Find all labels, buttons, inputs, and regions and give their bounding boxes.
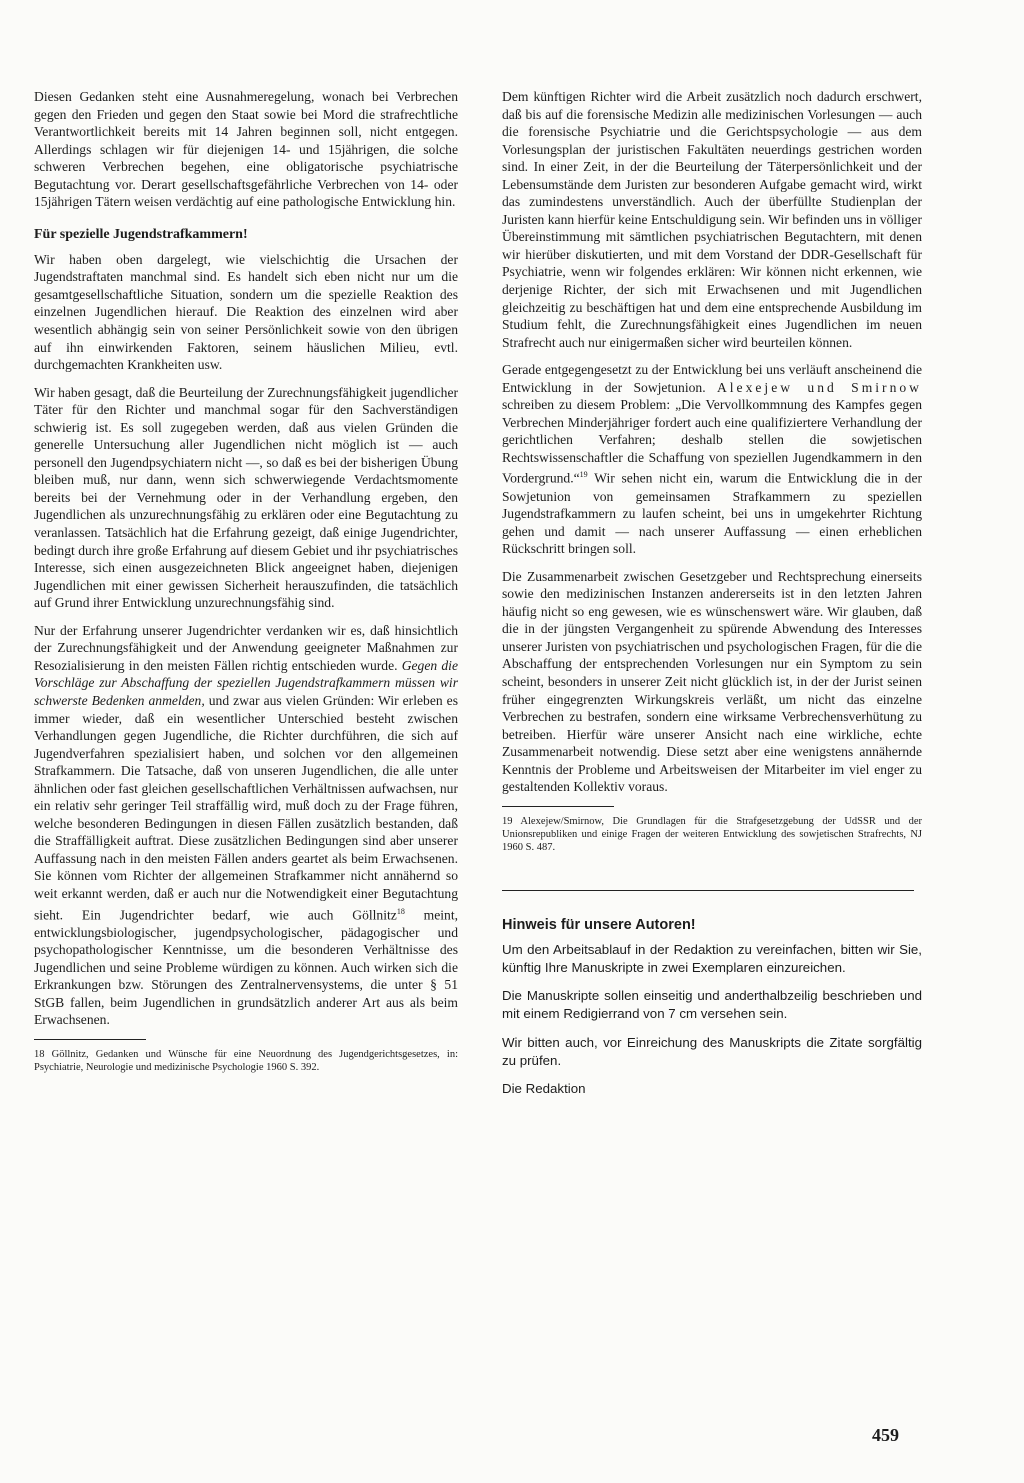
notice-paragraph: Um den Arbeitsablauf in der Redaktion zu vereinfachen, bitten wir Sie, künftig Ihre Manuskripte in zwei Exemplaren einzureichen.: [502, 941, 922, 976]
footnote-divider: [502, 806, 614, 807]
paragraph: Diesen Gedanken steht eine Ausnahmeregelung, wonach bei Verbrechen gegen den Frieden und gegen den Staat sowie bei Mord die strafrechtliche Verantwortlichkeit bereits mit 14 Jahren beginnen soll, nicht entgegen. Allerdings schlagen wir für diejenigen 14- und 15jährigen, die solche schweren Verbrechen begehen, eine obligatorische psychiatrische Begutachtung vor. Derart gesellschaftsgefährliche Verbrechen von 14- oder 15jährigen Tätern weisen verdächtig auf eine pathologische Entwicklung hin.: [34, 89, 458, 210]
paragraph: Dem künftigen Richter wird die Arbeit zusätzlich noch dadurch erschwert, daß bis auf die forensische Medizin alle medizinischen Vorlesungen — auch die forensische Psychiatrie und die Gerichtspsychologie — aus dem Vorlesungsplan der juristischen Fakultäten neuerdings gestrichen worden sind. In einer Zeit, in der die Beurteilung der Täterpersönlichkeit und der Lebensumstände dem Juristen zur besonderen Aufgabe gemacht wird, wirkt das zumindestens unverständlich. Auch der überfüllte Studienplan der Juristen kann hierfür keine Entschuldigung sein. Wir befinden uns in völliger Übereinstimmung mit sämtlichen psychiatrischen Begutachtern, mit denen wir hierüber diskutierten, und mit dem Vorstand der DDR-Gesellschaft für Psychiatrie, wenn wir folgendes erklären: Wir können nicht erkennen, wie derjenige Richter, der sich mit Erwachsenen und mit Jugendlichen gleichzeitig zu beschäftigen hat und dem eine entsprechende Ausbildung im Studium fehlt, die Zurechnungsfähigkeit eines Jugendlichen im neuen Strafrecht auch nur einigermaßen sicher wird beurteilen können.: [502, 89, 922, 350]
notice-title: Hinweis für unsere Autoren!: [502, 916, 696, 933]
footnote: 18 Göllnitz, Gedanken und Wünsche für eine Neuordnung des Jugendgerichtsgesetzes, in: Psychiatrie, Neurologie und medizinische Psychologie 1960 S. 392.: [34, 1048, 458, 1073]
notice-signature: Die Redaktion: [502, 1081, 586, 1097]
emphasis-text: Gegen die Vorschläge zur Abschaffung der speziellen Jugendstrafkammern müssen wir schwerste Bedenken anmelden,: [34, 657, 458, 708]
footnote-ref: 18: [396, 906, 405, 916]
notice-paragraph: Die Manuskripte sollen einseitig und anderthalbzeilig beschrieben und mit einem Redigierrand von 7 cm versehen sein.: [502, 988, 922, 1022]
paragraph: Wir haben oben dargelegt, wie vielschichtig die Ursachen der Jugendstraftaten manchmal sind. Es handelt sich eben nicht nur um die gesamtgesellschaftliche Situation, sondern um die spezielle Reaktion des einzelnen Jugendlichen hierauf. Die Reaktion des einzelnen wird aber wesentlich abhängig sein von seiner Persönlichkeit sowie von den übrigen auf ihn einwirkenden Faktoren, seinem häuslichen Milieu, evtl. durchgemachten Krankheiten usw.: [34, 251, 458, 373]
paragraph-text: schreiben zu diesem Problem: „Die Vervollkommnung des Kampfes gegen Verbrechen Minderjähriger fordert auch eine qualifiziertere Verhandlung der gerichtlichen Verfahren; deshalb stellen die sowjetischen Rechtswissenschaftler die Schaffung von speziellen Jugendkammern in den Vordergrund.“: [502, 397, 922, 487]
footnote: 19 Alexejew/Smirnow, Die Grundlagen für die Strafgesetzgebung der UdSSR und der Unionsrepubliken und einige Fragen der weiteren Entwicklung des sowjetischen Strafrechts, NJ 1960 S. 487.: [502, 815, 922, 853]
author-notice: [502, 917, 922, 1098]
footnote-ref: 19: [579, 470, 588, 480]
section-divider: [502, 890, 914, 891]
paragraph: [34, 622, 458, 1029]
paragraph: [502, 361, 922, 558]
notice-paragraph: Wir bitten auch, vor Einreichung des Manuskripts die Zitate sorgfältig zu prüfen.: [502, 1034, 922, 1068]
paragraph: Die Zusammenarbeit zwischen Gesetzgeber und Rechtsprechung einerseits sowie den medizinischen Instanzen andererseits ist in den letzten Jahren häufig nicht so eng gewesen, wie es wünschenswert wäre. Wir glauben, daß die in der jüngsten Vergangenheit zu spürende Abwendung des Interesses unserer Juristen von psychiatrischen und psychologischen Fragen, für die die Abschaffung der entsprechenden Vorlesungen nur ein Symptom zu sein scheint, besonders in unserer Zeit nicht glücklich ist, in der der Jurist seinen früher eingegrenzten Wirkungskreis verläßt, um nicht das einzelne Verbrechen zu bestrafen, sondern eine wirksame Verbrechensverhütung zu betreiben. Hierfür wäre unserer Ansicht nach eine wirkliche, echte Zusammenarbeit notwendig. Diese setzt aber eine wenigstens annähernde Kenntnis der Probleme und Arbeitsweisen der Mitarbeiter im viel enger zu gestaltenden Kollektiv voraus.: [502, 568, 922, 795]
section-heading: Für spezielle Jugendstrafkammern!: [34, 226, 248, 242]
paragraph-text: Wir sehen nicht ein, warum die Entwicklung die in der Sowjetunion von gemeinsamen Strafkammern zu speziellen Jugendstrafkammern zu laufen scheint, bei uns in umgekehrter Richtung gehen und damit — nach unserer Auffassung — einen erheblichen Rückschritt bringen soll.: [502, 471, 922, 557]
paragraph-text: und zwar aus vielen Gründen: Wir erleben es immer wieder, daß ein wesentlicher Unterschied besteht zwischen Verhandlungen gegen Jugendliche, die Richter durchführen, die sich auf Jugendverfahren spezialisiert haben, und solchen vor den allgemeinen Strafkammern. Die Tatsache, daß von unseren Jugendlichen, die alle unter ähnlichen oder fast gleichen gesellschaftlichen Verhältnissen aufwachsen, nur ein relativ sehr geringer Teil straffällig wird, muß doch zu der Frage führen, welche besonderen Bedingungen in diesen Fällen zusätzlich bestanden, daß die Straffälligkeit auftrat. Diese zusätzlichen Bedingungen sind aber unserer Auffassung nach in den meisten Fällen anders geartet als beim Erwachsenen. Sie können vom Richter der allgemeinen Strafkammer nicht annähernd so weit erkannt werden, daß er auch nur die Notwendigkeit einer Begutachtung sieht. Ein Jugendrichter bedarf, wie auch Göllnitz: [34, 692, 458, 923]
left-column: [34, 88, 458, 1074]
footnote-divider: [34, 1039, 146, 1040]
paragraph-text: Gerade entgegengesetzt zu der Entwicklung bei uns verläuft anscheinend die Entwicklung in der Sowjetunion.: [502, 362, 922, 395]
page-number: 459: [872, 1425, 899, 1445]
paragraph-text: meint, entwicklungsbiologischer, jugendpsychologischer, pädagogischer und psychopathologischer Kenntnisse, um die besonderen Verhältnisse des Jugendlichen und seine Probleme würdigen zu können. Auch wirken sich die Erkrankungen bzw. Störungen des Zentralnervensystems, die unter § 51 StGB fallen, beim Jugendlichen in grundsätzlich anderer Art aus als beim Erwachsenen.: [34, 907, 458, 1028]
right-column: [502, 88, 922, 1108]
author-names: Alexejew und Smirnow: [716, 379, 922, 395]
paragraph: Wir haben gesagt, daß die Beurteilung der Zurechnungsfähigkeit jugendlicher Täter für den Richter und manchmal sogar für den Sachverständigen schwierig ist. Es soll zugegeben werden, daß aus vielen Gründen die generelle Untersuchung aller Jugendlichen nicht möglich ist — auch personell den Jugendpsychiatern nicht —, so daß es bei der bisherigen Übung bleiben muß, nur dann, wenn sich schwerwiegende Verdachtsmomente bereits bei der Vernehmung oder in der Verhandlung ergeben, den Jugendlichen als unzurechnungsfähig zu erklären oder eine Begutachtung zu veranlassen. Tatsächlich hat die Erfahrung gezeigt, daß einige Jugendrichter, bedingt durch ihre große Erfahrung auf diesem Gebiet und ihr psychiatrisches Interesse, sich einen ausgezeichneten Blick angeeignet haben, diejenigen Jugendlichen mit einer gewissen Sicherheit herauszufinden, die tatsächlich auf Grund ihrer Entwicklung unzurechnungsfähig sind.: [34, 384, 458, 611]
paragraph-text: Nur der Erfahrung unserer Jugendrichter verdanken wir es, daß hinsichtlich der Zurechnungsfähigkeit und der Anwendung geeigneter Maßnahmen zur Resozialisierung in den meisten Fällen richtig entschieden wurde.: [34, 622, 458, 673]
